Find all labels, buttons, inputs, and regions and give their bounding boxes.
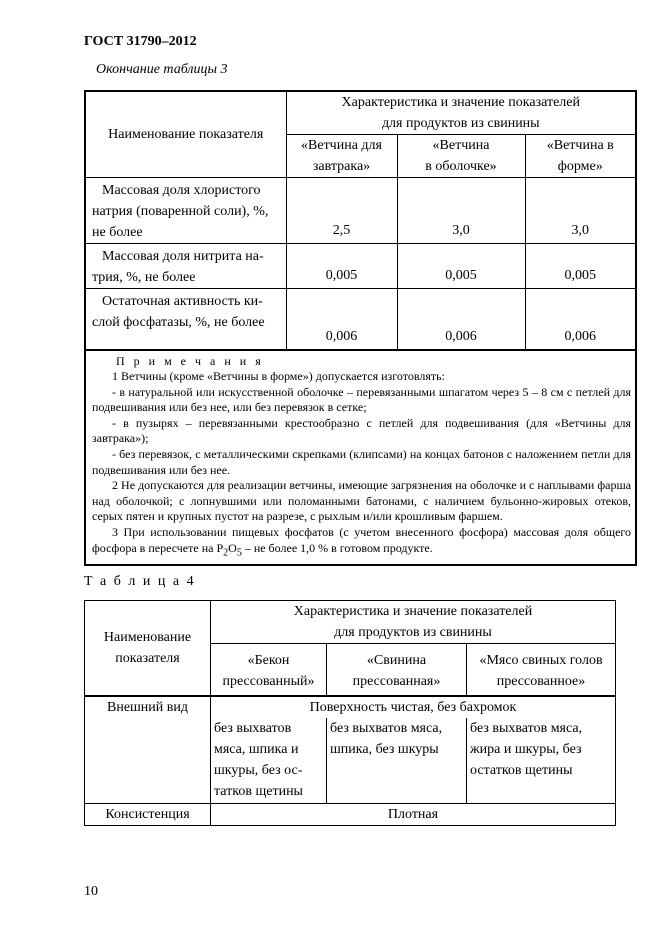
appearance-line: шкуры, без ос-: [214, 762, 303, 778]
row-name-line: трия, %, не более: [92, 270, 196, 285]
appearance-line: татков щетины: [214, 783, 303, 799]
appearance-label: Внешний вид: [106, 699, 189, 715]
appearance-value: [327, 718, 467, 804]
notes-title: П р и м е ч а н и я: [116, 353, 264, 368]
table3-value: 3,0: [525, 178, 636, 244]
appearance-line: мяса, шпика и: [214, 741, 299, 757]
table3: [84, 90, 637, 566]
appearance-line: без выхватов мяса,: [470, 720, 583, 736]
table4-indicator-line: показателя: [115, 650, 180, 666]
row-name-line: Массовая доля хлористого: [102, 183, 261, 198]
note-paragraph-phosphorus: [92, 525, 631, 561]
table3-product-line: «Ветчина: [432, 138, 490, 153]
table3-indicator-header: [85, 91, 286, 178]
appearance-value: [211, 718, 327, 804]
table3-value: 0,006: [525, 289, 636, 350]
appearance-line: без выхватов мяса,: [330, 720, 443, 736]
note3-text-end: – не более 1,0 % в готовом продукте.: [241, 540, 433, 555]
table4-row-name: [85, 804, 211, 826]
table3-product-line: «Ветчина для: [301, 138, 382, 153]
table4-product-line: «Мясо свиных голов: [479, 653, 603, 668]
table4-product-line: «Бекон: [247, 653, 290, 668]
table3-notes: [85, 350, 636, 565]
table3-value: 0,005: [397, 244, 525, 289]
table3-value: 0,006: [397, 289, 525, 350]
row-name-line: Остаточная активность ки-: [102, 294, 263, 309]
table3-product-header: [397, 135, 525, 178]
table3-product-line: в оболочке»: [425, 159, 497, 174]
row-name-line: натрия (поваренной соли), %,: [92, 204, 269, 219]
table3-product-line: «Ветчина в: [546, 138, 614, 153]
table3-row-name: [85, 244, 286, 289]
consistency-label: Консистенция: [105, 807, 190, 822]
table3-row-name: [85, 289, 286, 350]
note-paragraph: - без перевязок, с металлическими скрепками (клипсами) на концах батонов с наложением петли для подвешивания или без нее.: [92, 447, 632, 477]
table4-indicator-line: Наименование: [103, 629, 192, 645]
page-number: 10: [84, 884, 98, 899]
note3-subscript: 5: [236, 547, 242, 559]
table3-indicator-header-text: Наименование показателя: [108, 127, 264, 142]
note3-text-start: 3 При использовании пищевых фосфатов (с учетом внесенного фосфора) массовая доля общего фосфора в пересчете на P: [92, 525, 632, 555]
table3-continuation-caption: Окончание таблицы 3: [96, 62, 228, 77]
table4-characteristics-line1: Характеристика и значение показателей: [293, 604, 533, 619]
appearance-common: Поверхность чистая, без бахромок: [211, 696, 616, 718]
row-name-line: не более: [92, 225, 143, 240]
appearance-line: остатков щетины: [470, 762, 573, 778]
table3-value: 3,0: [397, 178, 525, 244]
table4-indicator-header: [85, 601, 211, 696]
note3-subscript: 2: [223, 547, 229, 559]
table3-value: 0,005: [286, 244, 397, 289]
appearance-line: жира и шкуры, без: [470, 741, 582, 757]
table4-product-line: прессованный»: [222, 674, 315, 689]
table3-value: 0,005: [525, 244, 636, 289]
table4-product-line: «Свинина: [366, 653, 427, 668]
appearance-value: [467, 718, 616, 804]
table3-row-name: [85, 178, 286, 244]
table3-value: 0,006: [286, 289, 397, 350]
note-paragraph: - в натуральной или искусственной оболочке – перевязанными шпагатом через 5 – 8 см с петлей для подвешивания или без нее, или без перевязок в сетке;: [92, 384, 632, 415]
table4: [84, 600, 616, 826]
document-header: ГОСТ 31790–2012: [84, 34, 197, 49]
table3-value: 2,5: [286, 178, 397, 244]
note-paragraph: 2 Не допускаются для реализации ветчины, имеющие загрязнения на оболочке и с наплывами фарша над оболочкой; с лопнувшими или поломанными батонами, с наличием бульонно-жировых отеков, серых пятен и крупных пустот на разрезе, с рыхлым и/или крошливым фаршем.: [92, 478, 632, 524]
table4-characteristics-line2: для продуктов из свинины: [334, 625, 492, 640]
table4-product-line: прессованная»: [352, 674, 441, 689]
table3-product-line: форме»: [557, 159, 603, 174]
table4-product-header: [327, 644, 467, 696]
row-name-line: Массовая доля нитрита на-: [102, 249, 264, 264]
table3-product-header: [286, 135, 397, 178]
row-name-line: слой фосфатазы, %, не более: [92, 315, 265, 330]
appearance-line: шпика, без шкуры: [330, 741, 439, 757]
table4-row-name: [85, 696, 211, 804]
table4-caption: Т а б л и ц а 4: [84, 574, 196, 589]
appearance-line: без выхватов: [214, 720, 292, 736]
table3-characteristics-line1: Характеристика и значение показателей: [341, 95, 580, 110]
table3-characteristics-header: [286, 91, 636, 135]
table4-product-line: прессованное»: [496, 674, 586, 689]
table4-characteristics-header: [211, 601, 616, 644]
consistency-value: Плотная: [211, 804, 616, 826]
table3-product-line: завтрака»: [312, 159, 371, 174]
table3-characteristics-line2: для продуктов из свинины: [381, 116, 540, 131]
table3-product-header: [525, 135, 636, 178]
note3-text-mid: O: [228, 540, 237, 555]
table4-product-header: [211, 644, 327, 696]
note-paragraph: - в пузырях – перевязанными крестообразно с петлей для подвешивания (для «Ветчины для завтрака»);: [92, 415, 632, 446]
table4-product-header: [467, 644, 616, 696]
note-paragraph: 1 Ветчины (кроме «Ветчины в форме») допускается изготовлять:: [112, 369, 445, 384]
